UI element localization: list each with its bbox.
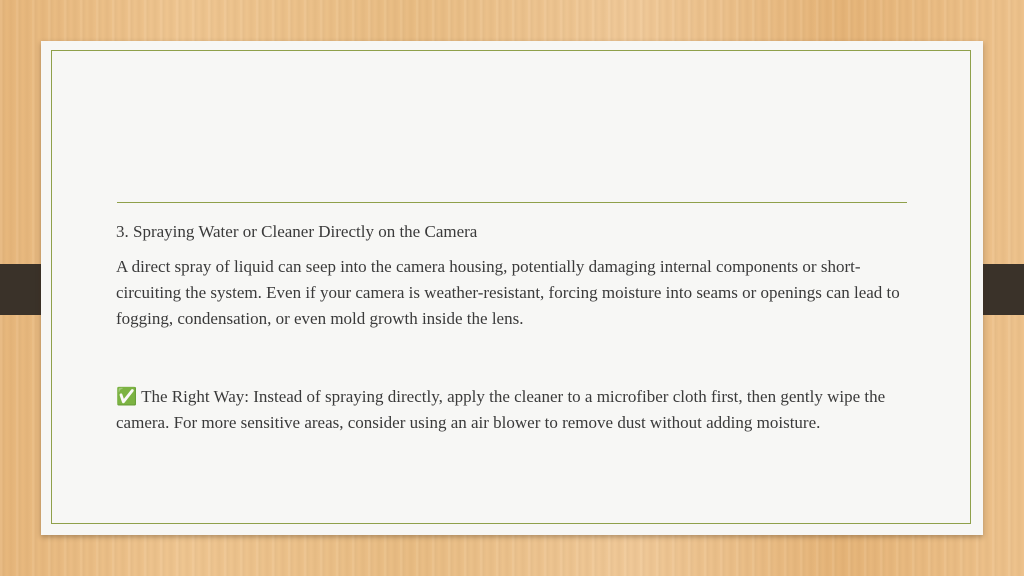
slide-content bbox=[116, 220, 916, 436]
slide-card bbox=[41, 41, 983, 535]
title-divider-line bbox=[117, 202, 907, 203]
slide-heading: 3. Spraying Water or Cleaner Directly on the Camera bbox=[116, 222, 478, 241]
body-paragraph-problem: A direct spray of liquid can seep into the camera housing, potentially damaging internal components or short-circuiting the system. Even if your camera is weather-resistant, forcing moisture into seams or openings can lead to fogging, condensation, or even mold growth inside the lens. bbox=[116, 257, 900, 328]
body-paragraph-right-way: ✅ The Right Way: Instead of spraying directly, apply the cleaner to a microfiber cloth first, then gently wipe the camera. For more sensitive areas, consider using an air blower to remove dust without adding moisture. bbox=[116, 387, 886, 432]
